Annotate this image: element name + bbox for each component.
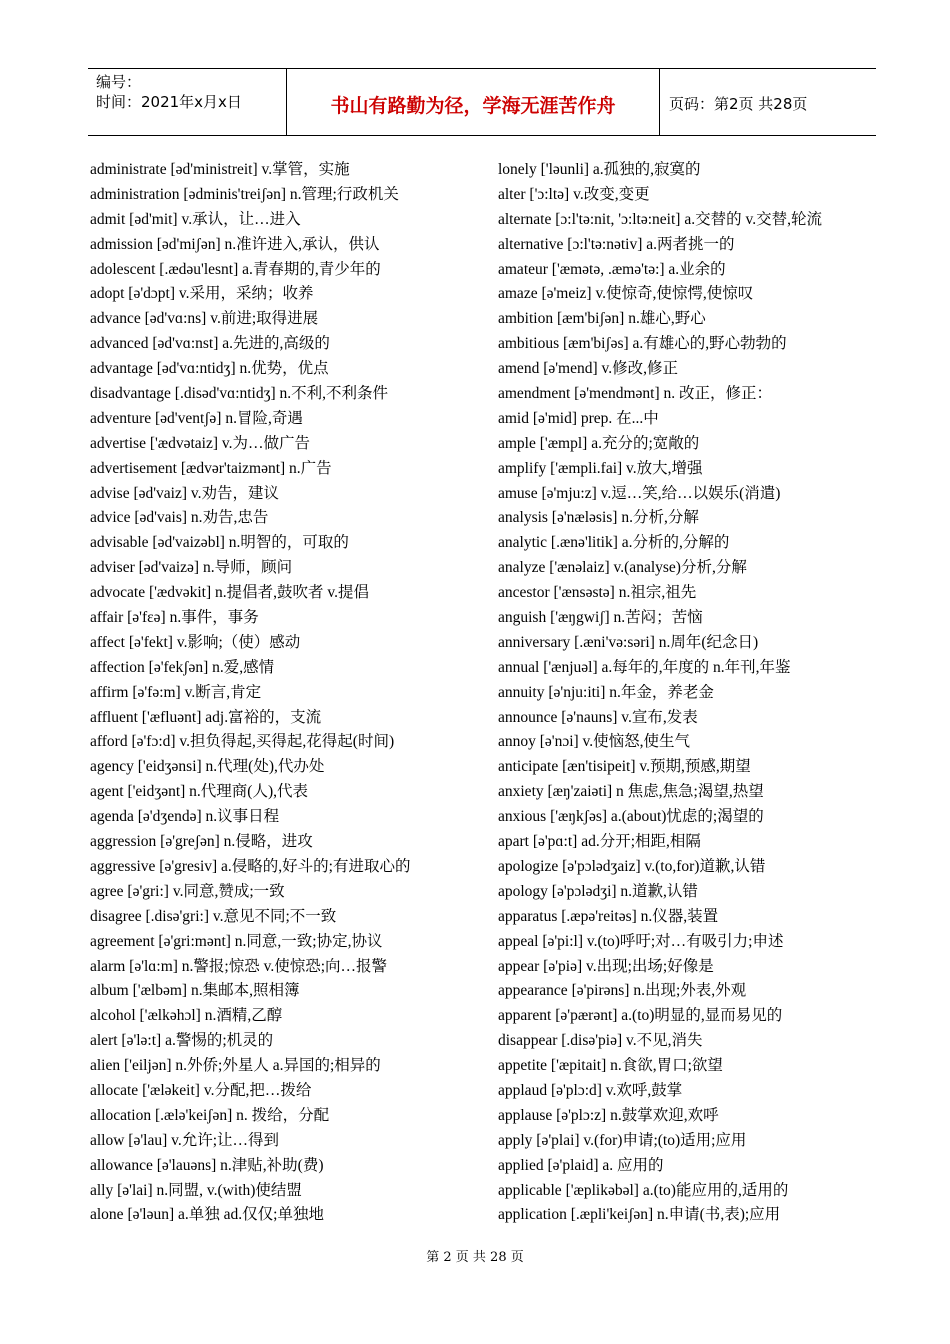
vocab-entry: advise [əd'vaiz] v.劝告，建议 <box>90 484 280 502</box>
vocab-entry: disagree [.disə'gri:] v.意见不同;不一致 <box>90 907 337 925</box>
vocab-entry: anguish ['æŋgwiʃ] n.苦闷；苦恼 <box>498 609 703 627</box>
vocab-entry: amuse [ə'mju:z] v.逗…笑,给…以娱乐(消遣) <box>498 484 781 502</box>
vocab-entry: alert [ə'lə:t] a.警惕的;机灵的 <box>90 1032 274 1050</box>
vocab-entry: amid [ə'mid] prep. 在...中 <box>498 409 659 427</box>
vocab-entry: application [.æpli'keiʃən] n.申请(书,表);应用 <box>498 1206 781 1224</box>
vocab-entry: amateur ['æmətə, .æmə'tə:] a.业余的 <box>498 260 726 278</box>
vocab-entry: advocate ['ædvəkit] n.提倡者,鼓吹者 v.提倡 <box>90 584 370 602</box>
vocab-entry: affection [ə'fekʃən] n.爱,感情 <box>90 658 275 676</box>
vocab-entry: annual ['ænjuəl] a.每年的,年度的 n.年刊,年鉴 <box>498 658 791 676</box>
vocab-entry: anniversary [.æni'və:səri] n.周年(纪念日) <box>498 633 759 651</box>
vocab-entry: alien ['eiljən] n.外侨;外星人 a.异国的;相异的 <box>90 1057 381 1075</box>
vocab-entry: lonely ['ləunli] a.孤独的,寂寞的 <box>498 161 701 178</box>
vocab-entry: admission [əd'miʃən] n.准许进入,承认，供认 <box>90 235 380 253</box>
vocab-entry: ancestor ['ænsəstə] n.祖宗,祖先 <box>498 584 697 602</box>
vocab-entry: advertise ['ædvətaiz] v.为…做广告 <box>90 434 311 452</box>
vocab-entry: aggressive [ə'gresiv] a.侵略的,好斗的;有进取心的 <box>90 857 411 875</box>
vocab-entry: alter ['ɔ:ltə] v.改变,变更 <box>498 185 650 203</box>
vocab-entry: apparatus [.æpə'reitəs] n.仪器,装置 <box>498 907 719 925</box>
vocab-entry: applicable ['æplikəbəl] a.(to)能应用的,适用的 <box>498 1181 789 1199</box>
vocab-entry: ally [ə'lai] n.同盟, v.(with)使结盟 <box>90 1181 302 1199</box>
vocab-entry: agreement [ə'gri:mənt] n.同意,一致;协定,协议 <box>90 932 383 950</box>
vocab-entry: appeal [ə'pi:l] v.(to)呼吁;对…有吸引力;申述 <box>498 932 784 950</box>
header-meta <box>96 72 242 112</box>
vocab-entry: appear [ə'piə] v.出现;出场;好像是 <box>498 957 714 975</box>
vocab-entry: album ['ælbəm] n.集邮本,照相簿 <box>90 982 300 1000</box>
vocab-entry: administration [ədminis'treiʃən] n.管理;行政机关 <box>90 185 399 203</box>
vocab-entry: amend [ə'mend] v.修改,修正 <box>498 360 678 378</box>
vocab-entry: affect [ə'fekt] v.影响;（使）感动 <box>90 633 301 651</box>
vocab-entry: adopt [ə'dɔpt] v.采用，采纳；收养 <box>90 285 314 303</box>
vocab-column-right <box>498 158 878 1228</box>
header-motto: 书山有路勤为径，学海无涯苦作舟 <box>330 95 616 117</box>
vocab-entry: affair [ə'fɛə] n.事件，事务 <box>90 609 259 627</box>
vocab-entry: alarm [ə'lɑ:m] n.警报;惊恐 v.使惊恐;向…报警 <box>90 957 388 975</box>
document-number-label: 编号： <box>96 73 142 91</box>
vocab-entry: alternative [ɔ:l'tə:nətiv] a.两者挑一的 <box>498 235 735 253</box>
vocab-entry: apparent [ə'pærənt] a.(to)明显的,显而易见的 <box>498 1007 783 1025</box>
vocab-entry: affluent ['æfluənt] adj.富裕的，支流 <box>90 708 322 726</box>
vocab-entry: apologize [ə'pɔlədʒaiz] v.(to,for)道歉,认错 <box>498 857 766 875</box>
vocab-entry: annuity [ə'nju:iti] n.年金，养老金 <box>498 683 714 701</box>
vocab-entry: applause [ə'plɔ:z] n.鼓掌欢迎,欢呼 <box>498 1106 719 1124</box>
vocab-entry: apart [ə'pɑ:t] ad.分开;相距,相隔 <box>498 833 701 851</box>
vocab-entry: amaze [ə'meiz] v.使惊奇,使惊愕,使惊叹 <box>498 285 754 303</box>
vocab-entry: analytic [.ænə'litik] a.分析的,分解的 <box>498 534 730 552</box>
vocab-column-left <box>90 158 490 1228</box>
vocab-entry: agree [ə'gri:] v.同意,赞成;一致 <box>90 882 285 900</box>
vocab-entry: adviser [əd'vaizə] n.导师，顾问 <box>90 559 293 577</box>
vocab-entry: anticipate [æn'tisipeit] v.预期,预感,期望 <box>498 758 751 776</box>
vocab-entry: ambitious [æm'biʃəs] a.有雄心的,野心勃勃的 <box>498 335 787 353</box>
vocab-entry: ample ['æmpl] a.充分的;宽敞的 <box>498 434 700 452</box>
vocab-entry: amplify ['æmpli.fai] v.放大,增强 <box>498 459 703 477</box>
vocab-entry: annoy [ə'nɔi] v.使恼怒,使生气 <box>498 733 691 751</box>
vocab-entry: appetite ['æpitait] n.食欲,胃口;欲望 <box>498 1057 723 1075</box>
vocab-entry: alcohol ['ælkəhɔl] n.酒精,乙醇 <box>90 1007 283 1025</box>
vocab-entry: analysis [ə'næləsis] n.分析,分解 <box>498 509 699 527</box>
vocab-entry: announce [ə'nauns] v.宣布,发表 <box>498 708 698 726</box>
vocab-entry: analyze ['ænəlaiz] v.(analyse)分析,分解 <box>498 559 747 577</box>
vocab-entry: apology [ə'pɔlədʒi] n.道歉,认错 <box>498 882 698 900</box>
vocab-entry: administrate [əd'ministreit] v.掌管，实施 <box>90 161 350 178</box>
vocab-entry: appearance [ə'pirəns] n.出现;外表,外观 <box>498 982 747 1000</box>
page-footer: 第 2 页 共 28 页 <box>426 1250 524 1265</box>
vocab-entry: advantage [əd'vɑ:ntidʒ] n.优势，优点 <box>90 360 329 378</box>
vocab-entry: advice [əd'vais] n.劝告,忠告 <box>90 509 269 527</box>
vocab-entry: anxious ['æŋkʃəs] a.(about)忧虑的;渴望的 <box>498 808 764 826</box>
vocab-entry: advanced [əd'vɑ:nst] a.先进的,高级的 <box>90 335 330 353</box>
vocab-entry: advisable [əd'vaizəbl] n.明智的，可取的 <box>90 534 349 552</box>
vocab-entry: alternate [ɔ:l'tə:nit, 'ɔ:ltə:neit] a.交替的 v.交替,轮流 <box>498 210 822 228</box>
vocab-entry: disadvantage [.disəd'vɑ:ntidʒ] n.不利,不利条件 <box>90 385 389 403</box>
header-page-info: 页码：第2页 共28页 <box>669 95 808 113</box>
vocab-entry: adolescent [.ædəu'lesnt] a.青春期的,青少年的 <box>90 260 381 278</box>
vocab-entry: allocate ['æləkeit] v.分配,把…拨给 <box>90 1081 312 1099</box>
header-divider-2 <box>659 69 660 135</box>
vocab-entry: agenda [ə'dʒendə] n.议事日程 <box>90 808 280 826</box>
vocab-entry: apply [ə'plai] v.(for)申请;(to)适用;应用 <box>498 1131 747 1149</box>
vocab-entry: ambition [æm'biʃən] n.雄心,野心 <box>498 310 706 328</box>
vocab-entry: anxiety [æŋ'zaiəti] n 焦虑,焦急;渴望,热望 <box>498 783 764 801</box>
vocab-entry: afford [ə'fɔ:d] v.担负得起,买得起,花得起(时间) <box>90 733 395 751</box>
vocab-entry: agency ['eidʒənsi] n.代理(处),代办处 <box>90 758 325 776</box>
vocab-entry: amendment [ə'mendmənt] n. 改正，修正： <box>498 385 772 403</box>
vocab-entry: admit [əd'mit] v.承认，让…进入 <box>90 210 301 228</box>
vocab-entry: adventure [əd'ventʃə] n.冒险,奇遇 <box>90 409 303 427</box>
vocab-entry: affirm [ə'fə:m] v.断言,肯定 <box>90 683 262 701</box>
vocab-entry: applaud [ə'plɔ:d] v.欢呼,鼓掌 <box>498 1081 683 1099</box>
vocab-entry: applied [ə'plaid] a. 应用的 <box>498 1156 664 1174</box>
vocab-entry: allow [ə'lau] v.允许;让…得到 <box>90 1131 280 1149</box>
vocab-entry: allocation [.ælə'keiʃən] n. 拨给，分配 <box>90 1106 330 1124</box>
document-time-label: 时间：2021年x月x日 <box>96 93 242 111</box>
vocab-entry: advance [əd'vɑ:ns] v.前进;取得进展 <box>90 310 319 328</box>
vocab-entry: allowance [ə'lauəns] n.津贴,补助(费) <box>90 1156 324 1174</box>
header-table <box>88 68 876 136</box>
vocab-entry: disappear [.disə'piə] v.不见,消失 <box>498 1032 703 1050</box>
vocab-entry: alone [ə'ləun] a.单独 ad.仅仅;单独地 <box>90 1206 324 1224</box>
vocab-entry: aggression [ə'greʃən] n.侵略，进攻 <box>90 833 313 851</box>
vocab-entry: advertisement [ædvər'taizmənt] n.广告 <box>90 459 332 477</box>
vocab-entry: agent ['eidʒənt] n.代理商(人),代表 <box>90 783 309 801</box>
